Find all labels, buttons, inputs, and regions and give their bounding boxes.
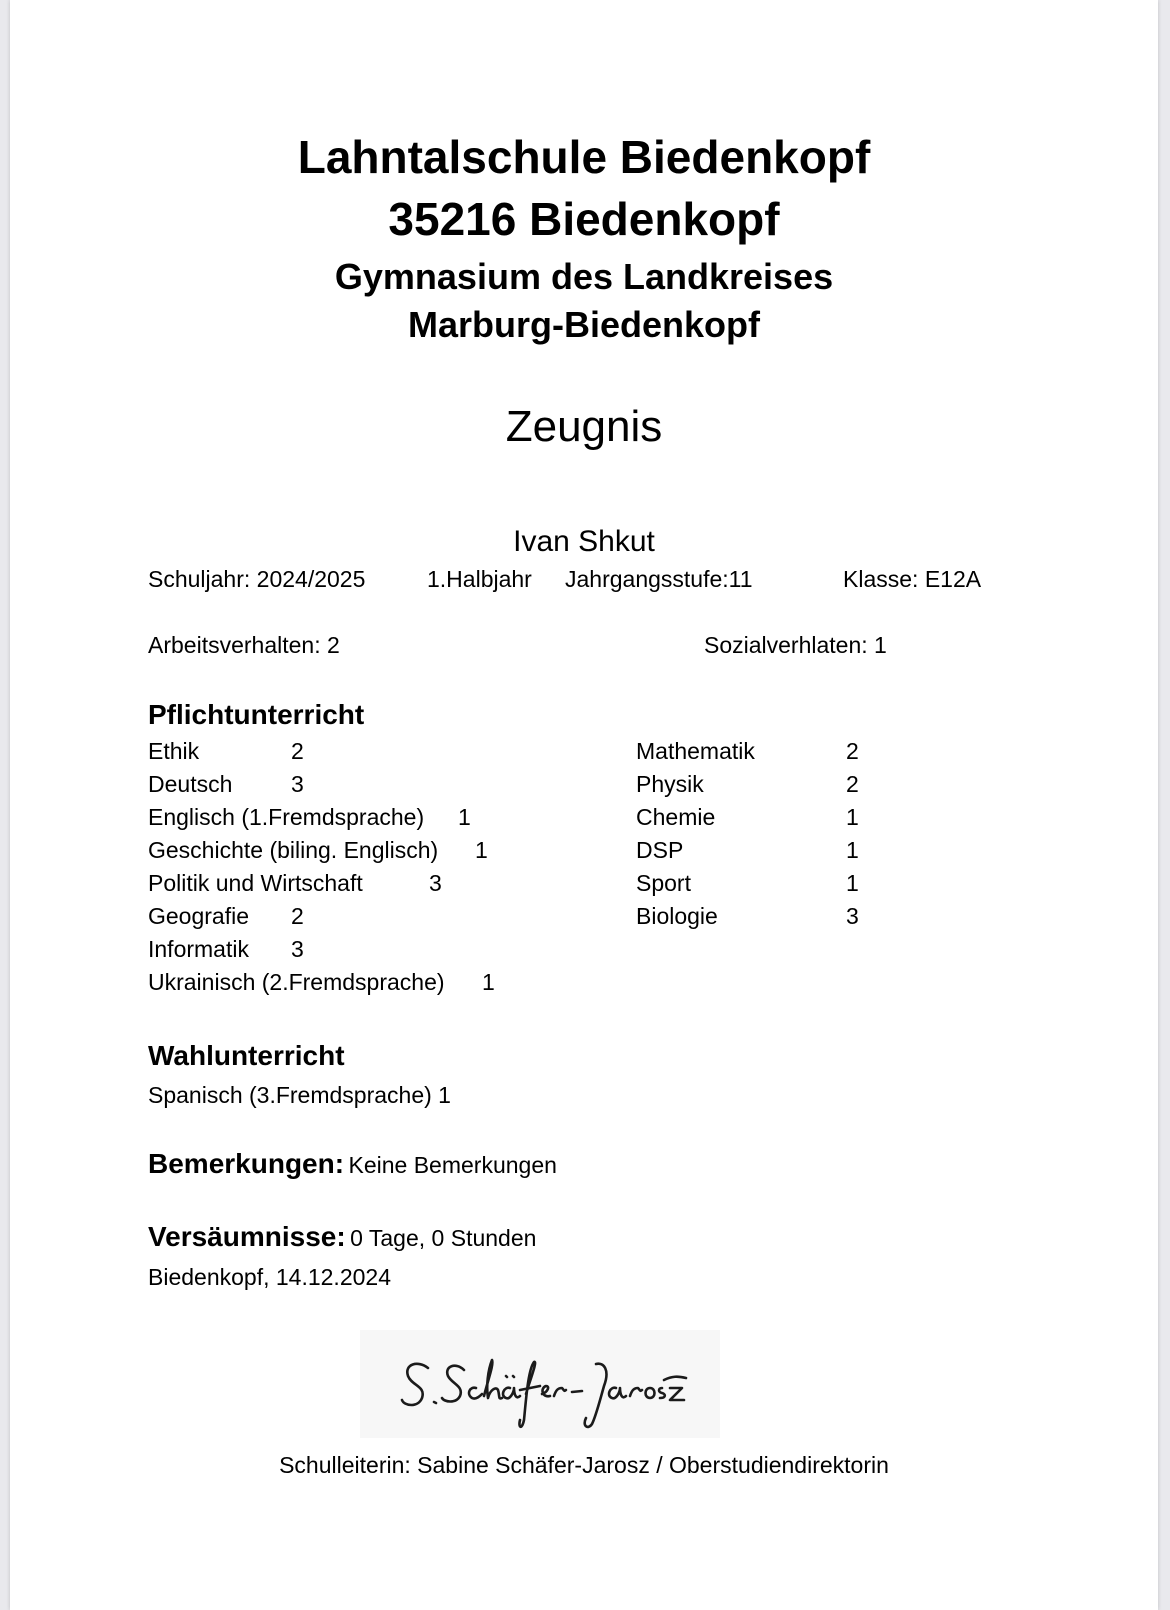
grade-level: Jahrgangsstufe:11 [565, 566, 753, 592]
subject-name: Deutsch [148, 771, 233, 797]
school-type-line-2: Marburg-Biedenkopf [407, 304, 760, 345]
remarks-value: Keine Bemerkungen [348, 1152, 557, 1178]
remarks-label: Bemerkungen: [148, 1148, 345, 1179]
social-behavior: Sozialverhlaten: 1 [704, 632, 887, 658]
subject-name: Politik und Wirtschaft [148, 870, 363, 896]
report-card-page [10, 0, 1158, 1610]
subject-grade: 1 [846, 837, 859, 863]
school-type-line-1: Gymnasium des Landkreises [334, 256, 834, 297]
subject-name: Sport [636, 870, 691, 896]
school-name: Lahntalschule Biedenkopf [297, 131, 871, 183]
elective-heading: Wahlunterricht [148, 1040, 345, 1071]
subject-name: Chemie [636, 804, 716, 830]
subject-name: Geschichte (biling. Englisch) [148, 837, 439, 863]
document-title: Zeugnis [505, 402, 663, 451]
subject-grade: 3 [291, 936, 304, 962]
subject-name: DSP [636, 837, 684, 863]
place-date: Biedenkopf, 14.12.2024 [148, 1264, 391, 1290]
subject-grade: 2 [846, 738, 859, 764]
subject-grade: 2 [291, 738, 304, 764]
subject-name: Geografie [148, 903, 250, 929]
work-behavior: Arbeitsverhalten: 2 [148, 632, 340, 658]
subject-grade: 3 [846, 903, 859, 929]
subject-grade: 3 [429, 870, 442, 896]
class-name: Klasse: E12A [843, 566, 982, 592]
student-name: Ivan Shkut [513, 525, 655, 558]
subject-grade: 1 [846, 870, 859, 896]
subject-grade: 1 [846, 804, 859, 830]
half-year: 1.Halbjahr [427, 566, 532, 592]
subject-name: Englisch (1.Fremdsprache) [148, 804, 425, 830]
subject-name: Mathematik [636, 738, 755, 764]
subject-grade: 1 [475, 837, 488, 863]
signature-image [360, 1330, 720, 1438]
subject-name: Ethik [148, 738, 200, 764]
absences-row [148, 1220, 536, 1254]
school-year: Schuljahr: 2024/2025 [148, 566, 366, 592]
subject-name: Informatik [148, 936, 249, 962]
subject-grade: 2 [291, 903, 304, 929]
school-city: 35216 Biedenkopf [388, 193, 780, 245]
absences-value: 0 Tage, 0 Stunden [350, 1225, 537, 1251]
subject-name: Ukrainisch (2.Fremdsprache) [148, 969, 445, 995]
subject-grade: 1 [458, 804, 471, 830]
signature-caption: Schulleiterin: Sabine Schäfer-Jarosz / Oberstudiendirektorin [279, 1452, 889, 1478]
subject-name: Physik [636, 771, 704, 797]
subject-name: Biologie [636, 903, 718, 929]
handwritten-signature [360, 1330, 720, 1438]
compulsory-heading: Pflichtunterricht [148, 699, 365, 730]
subject-grade: 2 [846, 771, 859, 797]
subject-grade: 1 [482, 969, 495, 995]
subject-grade: 3 [291, 771, 304, 797]
absences-label: Versäumnisse: [148, 1221, 346, 1252]
remarks-row [148, 1147, 557, 1181]
elective-entry: Spanisch (3.Fremdsprache) 1 [148, 1082, 451, 1108]
